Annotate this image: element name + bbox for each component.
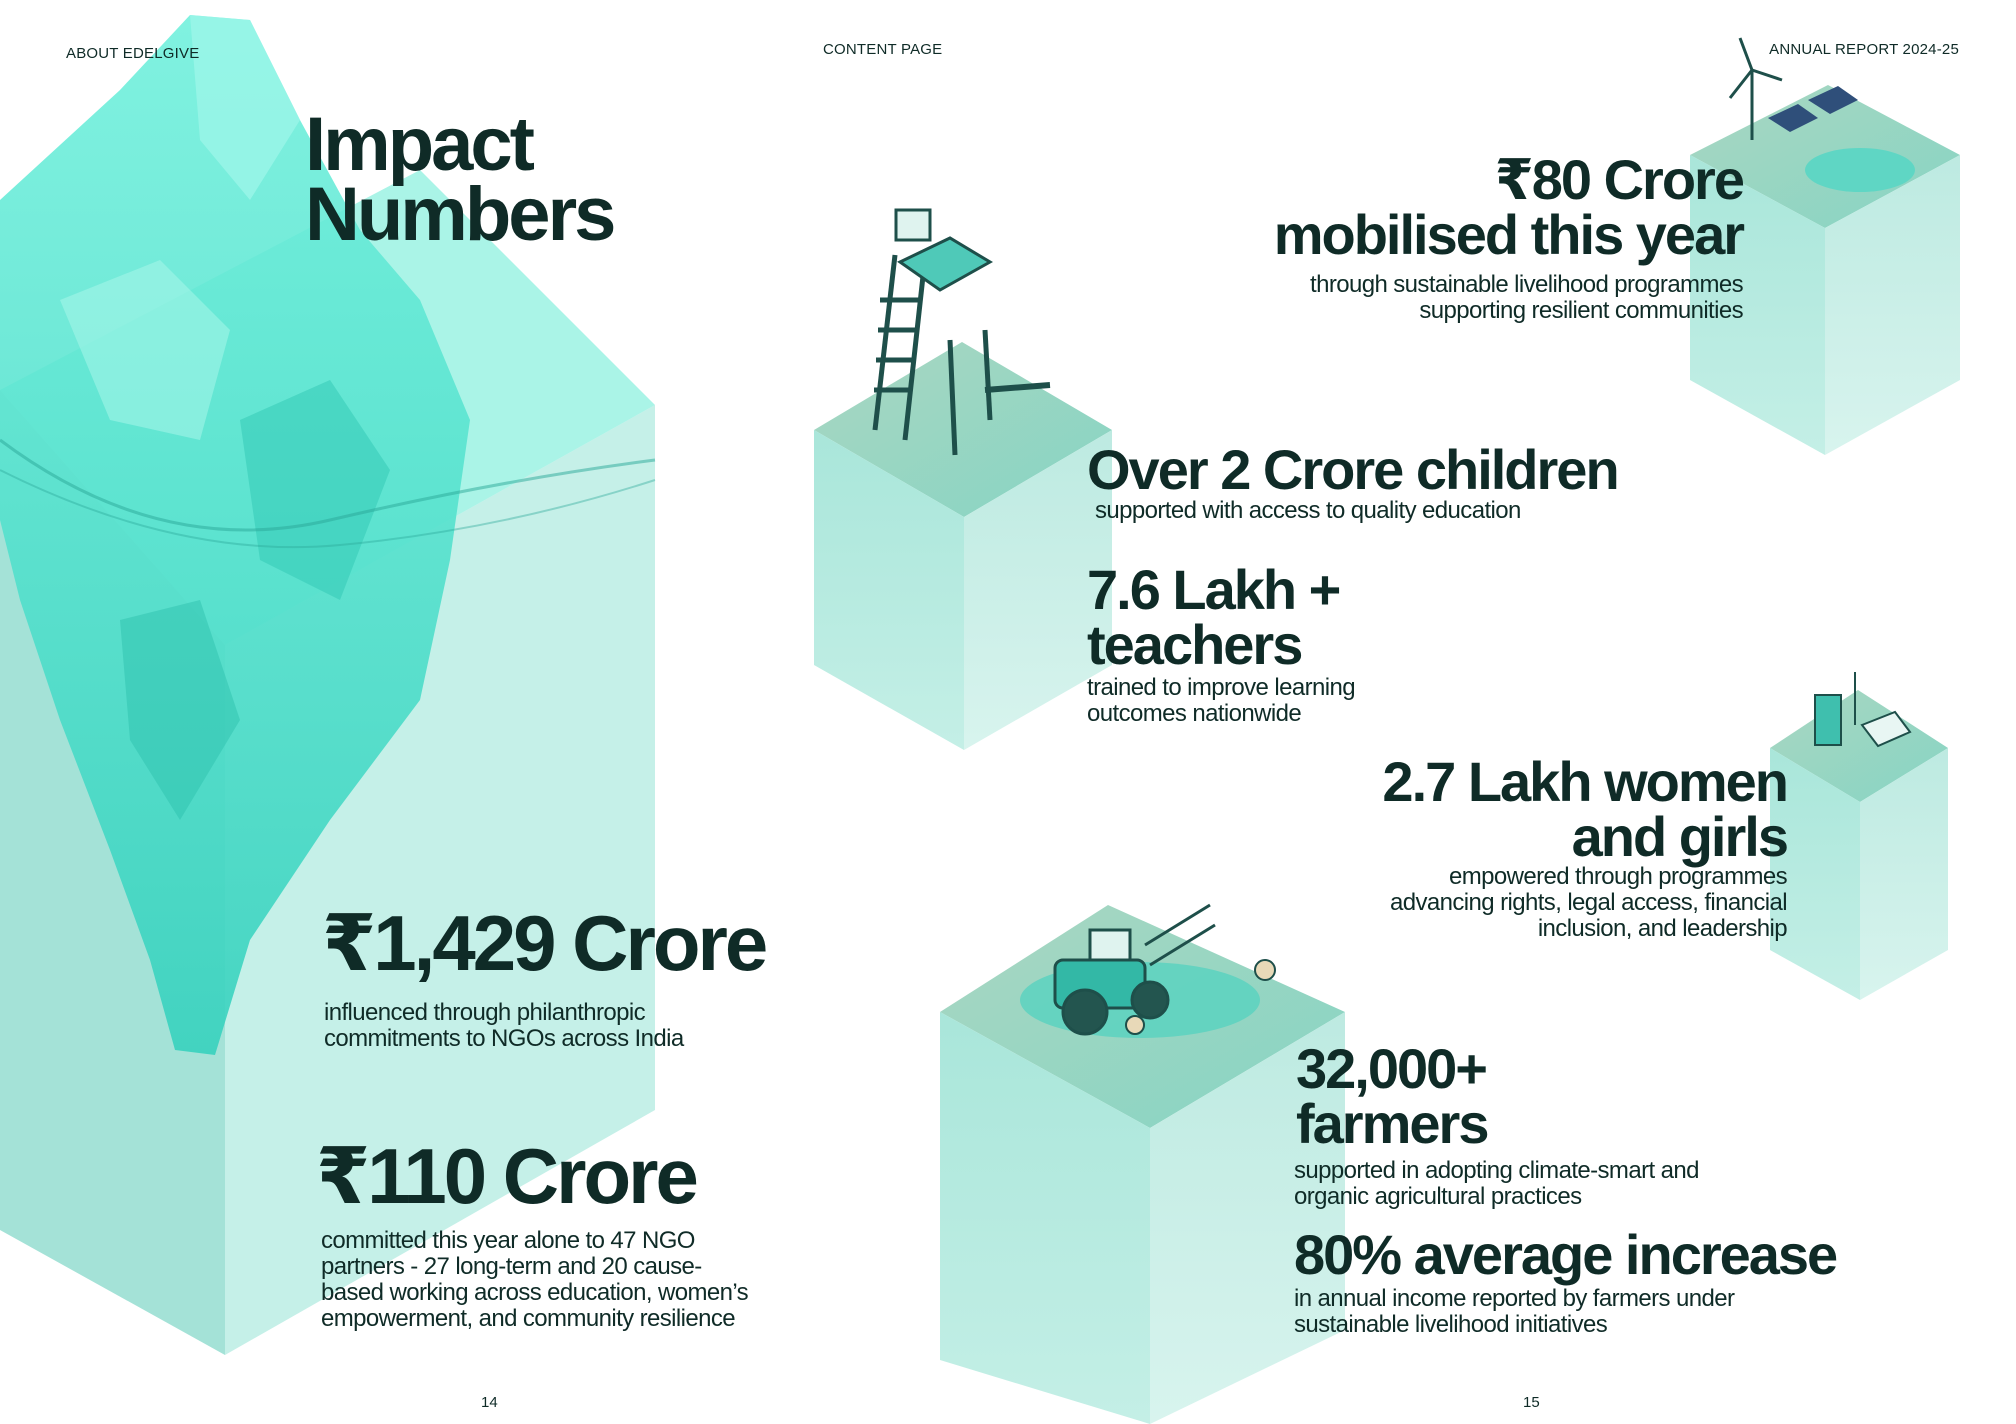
stat-desc-line: through sustainable livelihood programmes xyxy=(1310,271,1743,298)
stat-income-desc xyxy=(1294,1286,1734,1338)
stat-value-line: 32,000+ xyxy=(1296,1037,1486,1100)
stat-value-line: ₹110 Crore xyxy=(316,1132,696,1220)
stat-desc-line: empowerment, and community resilience xyxy=(321,1304,735,1332)
stat-desc-line: based working across education, women’s xyxy=(321,1278,749,1306)
stat-value-line: mobilised this year xyxy=(1273,202,1743,266)
women-cube-illustration xyxy=(1770,672,1948,1000)
stat-children-desc xyxy=(1095,498,1521,524)
education-cube-illustration xyxy=(814,210,1112,750)
stat-1429-crore-desc xyxy=(324,1000,684,1052)
stat-1429-crore-value xyxy=(322,899,766,987)
stat-income-value xyxy=(1294,1223,1837,1286)
stat-women-value xyxy=(1382,750,1787,868)
stat-teachers-value xyxy=(1087,558,1340,676)
stat-desc-line: organic agricultural practices xyxy=(1294,1182,1582,1210)
stat-desc-line: outcomes nationwide xyxy=(1087,699,1302,727)
farmers-cube-illustration xyxy=(940,905,1345,1424)
stat-desc-line: supported in adopting climate-smart and xyxy=(1294,1157,1699,1184)
stat-value-line: 80% average increase xyxy=(1294,1223,1837,1286)
stat-value-line: ₹1,429 Crore xyxy=(322,899,766,987)
stat-desc-line: sustainable livelihood initiatives xyxy=(1294,1310,1608,1338)
stat-teachers-desc xyxy=(1087,675,1355,727)
stat-desc-line: in annual income reported by farmers under xyxy=(1294,1285,1735,1312)
stat-desc-line: inclusion, and leadership xyxy=(1537,914,1787,942)
page-number-left: 14 xyxy=(481,1394,498,1411)
stat-desc-line: supporting resilient communities xyxy=(1419,296,1743,324)
stat-value-line: teachers xyxy=(1087,612,1302,676)
page-title xyxy=(305,102,614,257)
stat-desc-line: supported with access to quality education xyxy=(1095,497,1521,524)
content-page-label: CONTENT PAGE xyxy=(823,41,943,58)
stat-value-line: Over 2 Crore children xyxy=(1087,438,1618,501)
stat-desc-line: empowered through programmes xyxy=(1448,863,1787,890)
stat-80-crore-desc xyxy=(1310,272,1743,324)
stat-desc-line: partners - 27 long-term and 20 cause- xyxy=(321,1252,702,1280)
stat-80-crore-value xyxy=(1273,148,1743,266)
stat-farmers-desc xyxy=(1294,1158,1699,1210)
stat-farmers-value xyxy=(1296,1037,1488,1155)
stat-value-line: 7.6 Lakh + xyxy=(1087,558,1340,621)
report-title-label: ANNUAL REPORT 2024-25 xyxy=(1769,41,1959,58)
stat-desc-line: commitments to NGOs across India xyxy=(324,1024,684,1052)
stat-desc-line: trained to improve learning xyxy=(1087,674,1355,701)
stat-desc-line: committed this year alone to 47 NGO xyxy=(321,1227,695,1254)
stat-value-line: farmers xyxy=(1296,1091,1488,1155)
stat-desc-line: influenced through philanthropic xyxy=(324,999,646,1026)
page-number-right: 15 xyxy=(1523,1394,1540,1411)
section-label: ABOUT EDELGIVE xyxy=(66,45,200,62)
stat-110-crore-desc xyxy=(321,1228,748,1332)
stat-value-line: 2.7 Lakh women xyxy=(1382,750,1787,813)
stat-desc-line: advancing rights, legal access, financial xyxy=(1390,888,1787,916)
stat-110-crore-value xyxy=(316,1132,696,1220)
stat-value-line: ₹80 Crore xyxy=(1494,148,1743,211)
page-title-line: Impact xyxy=(305,102,532,187)
stat-children-value xyxy=(1087,438,1618,501)
page-title-line: Numbers xyxy=(305,171,614,257)
stat-women-desc xyxy=(1390,864,1787,942)
stat-value-line: and girls xyxy=(1571,804,1787,868)
